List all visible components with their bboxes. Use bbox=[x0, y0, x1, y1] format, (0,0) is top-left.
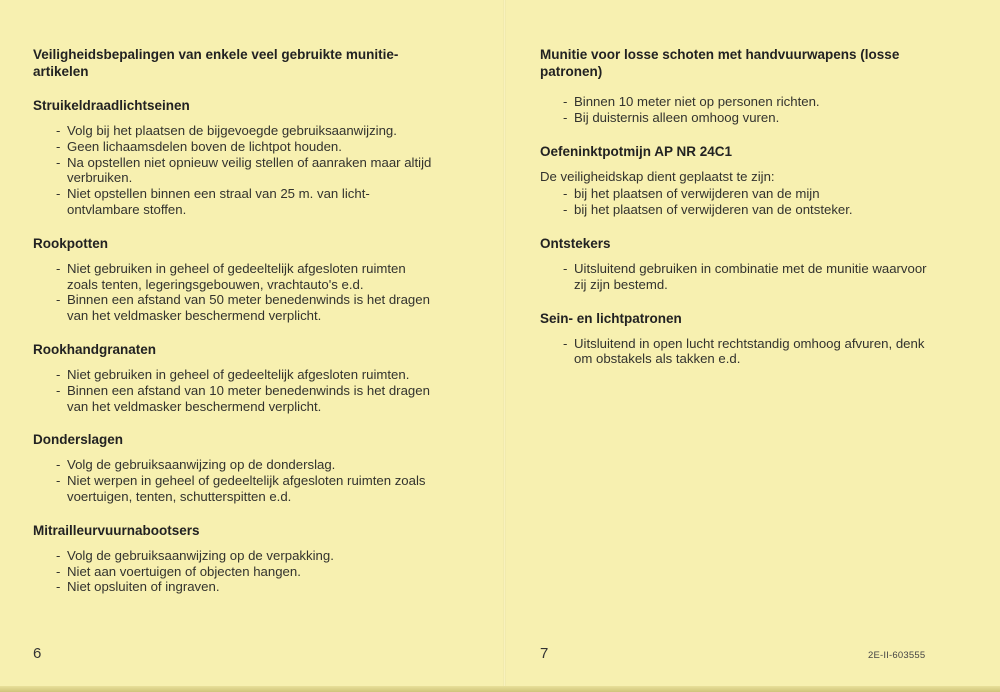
bullet-list bbox=[33, 548, 433, 595]
list-item: - Bij duisternis alleen omhoog vuren. bbox=[540, 110, 930, 126]
list-item: - Volg de gebruiksaanwijzing op de donderslag. bbox=[33, 457, 433, 473]
left-column bbox=[33, 46, 433, 612]
list-item: - Volg de gebruiksaanwijzing op de verpakking. bbox=[33, 548, 433, 564]
section-heading: Donderslagen bbox=[33, 432, 124, 448]
section-heading: Oefeninktpotmijn AP NR 24C1 bbox=[540, 143, 733, 159]
list-item: - Niet opsluiten of ingraven. bbox=[33, 579, 433, 595]
list-item: - Uitsluitend gebruiken in combinatie met de munitie waarvoor zij zijn bestemd. bbox=[540, 261, 930, 293]
right-column bbox=[540, 46, 930, 384]
list-item: - Niet werpen in geheel of gedeeltelijk afgesloten ruimten zoals voertuigen, tenten, schutterspitten e.d. bbox=[33, 473, 433, 505]
bullet-list bbox=[540, 186, 930, 218]
section-losse-patronen bbox=[540, 46, 930, 126]
list-item: - Uitsluitend in open lucht rechtstandig omhoog afvuren, denk om obstakels als takken e.d. bbox=[540, 336, 930, 368]
page-number: 7 bbox=[540, 645, 549, 662]
section-ontstekers bbox=[540, 235, 930, 293]
section-heading: Rookhandgranaten bbox=[33, 341, 157, 357]
bullet-list bbox=[33, 457, 433, 504]
list-item: - Binnen een afstand van 50 meter benedenwinds is het dragen van het veldmasker beschermend verplicht. bbox=[33, 292, 433, 324]
section-struikeldraadlichtseinen bbox=[33, 97, 433, 218]
list-item: - bij het plaatsen of verwijderen van de mijn bbox=[540, 186, 930, 202]
list-item: - Niet gebruiken in geheel of gedeeltelijk afgesloten ruimten zoals tenten, legeringsgebouwen, vrachtauto's e.d. bbox=[33, 261, 433, 293]
document-code: 2E-II-603555 bbox=[868, 650, 926, 661]
list-item: - Volg bij het plaatsen de bijgevoegde gebruiksaanwijzing. bbox=[33, 123, 433, 139]
page-number: 6 bbox=[33, 645, 42, 662]
section-heading: Mitrailleurvuurnabootsers bbox=[33, 522, 200, 538]
bullet-list bbox=[33, 123, 433, 218]
bullet-list bbox=[540, 336, 930, 368]
section-rookpotten bbox=[33, 235, 433, 324]
bullet-list bbox=[33, 367, 433, 414]
section-heading: Struikeldraadlichtseinen bbox=[33, 98, 190, 113]
list-item: - Binnen 10 meter niet op personen richten. bbox=[540, 94, 930, 110]
list-item: - Niet aan voertuigen of objecten hangen. bbox=[33, 564, 433, 580]
bullet-list bbox=[540, 261, 930, 293]
page-bottom-edge bbox=[0, 686, 1000, 692]
list-item: - Na opstellen niet opnieuw veilig stellen of aanraken maar altijd verbruiken. bbox=[33, 155, 433, 187]
section-heading: Ontstekers bbox=[540, 235, 611, 251]
left-intro-title: Veiligheidsbepalingen van enkele veel gebruikte munitie-artikelen bbox=[33, 47, 399, 79]
section-heading: Rookpotten bbox=[33, 235, 108, 251]
section-rookhandgranaten bbox=[33, 341, 433, 414]
list-item: - Geen lichaamsdelen boven de lichtpot houden. bbox=[33, 139, 433, 155]
right-page bbox=[505, 0, 1000, 692]
list-item: - Niet opstellen binnen een straal van 25 m. van licht-ontvlambare stoffen. bbox=[33, 186, 433, 218]
section-oefeninktpotmijn bbox=[540, 143, 930, 218]
bullet-list bbox=[540, 94, 930, 126]
list-item: - Niet gebruiken in geheel of gedeeltelijk afgesloten ruimten. bbox=[33, 367, 433, 383]
section-heading: Sein- en lichtpatronen bbox=[540, 310, 682, 326]
section-sein-en-lichtpatronen bbox=[540, 310, 930, 368]
list-item: - Binnen een afstand van 10 meter benedenwinds is het dragen van het veldmasker beschermend verplicht. bbox=[33, 383, 433, 415]
bullet-list bbox=[33, 261, 433, 324]
list-item: - bij het plaatsen of verwijderen van de ontsteker. bbox=[540, 202, 930, 218]
section-text: De veiligheidskap dient geplaatst te zijn: bbox=[540, 168, 775, 184]
right-intro-title: Munitie voor losse schoten met handvuurwapens (losse patronen) bbox=[540, 47, 900, 79]
section-donderslagen bbox=[33, 431, 433, 504]
section-mitrailleurvuurnabootsers bbox=[33, 522, 433, 595]
